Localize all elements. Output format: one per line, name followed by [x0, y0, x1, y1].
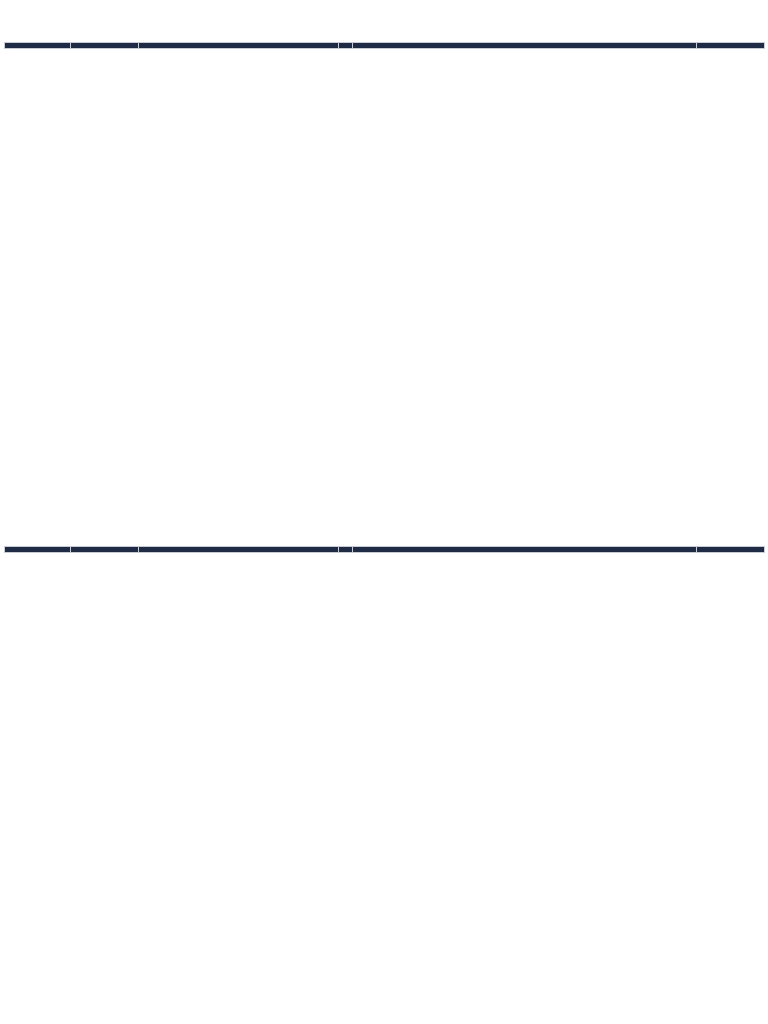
grants-table: [4, 546, 765, 553]
header-cell: [71, 547, 139, 553]
grants-table-1: [4, 42, 764, 49]
header-cell: [339, 547, 353, 553]
header-cell: [139, 547, 339, 553]
grants-table-2: [4, 546, 764, 553]
header-cell: [697, 43, 765, 49]
header-row: [5, 43, 765, 49]
header-cell: [353, 43, 697, 49]
header-row: [5, 547, 765, 553]
header-cell: [139, 43, 339, 49]
grants-table: [4, 42, 765, 49]
header-cell: [339, 43, 353, 49]
header-cell: [697, 547, 765, 553]
header-cell: [71, 43, 139, 49]
header-cell: [5, 547, 71, 553]
header-cell: [5, 43, 71, 49]
header-cell: [353, 547, 697, 553]
